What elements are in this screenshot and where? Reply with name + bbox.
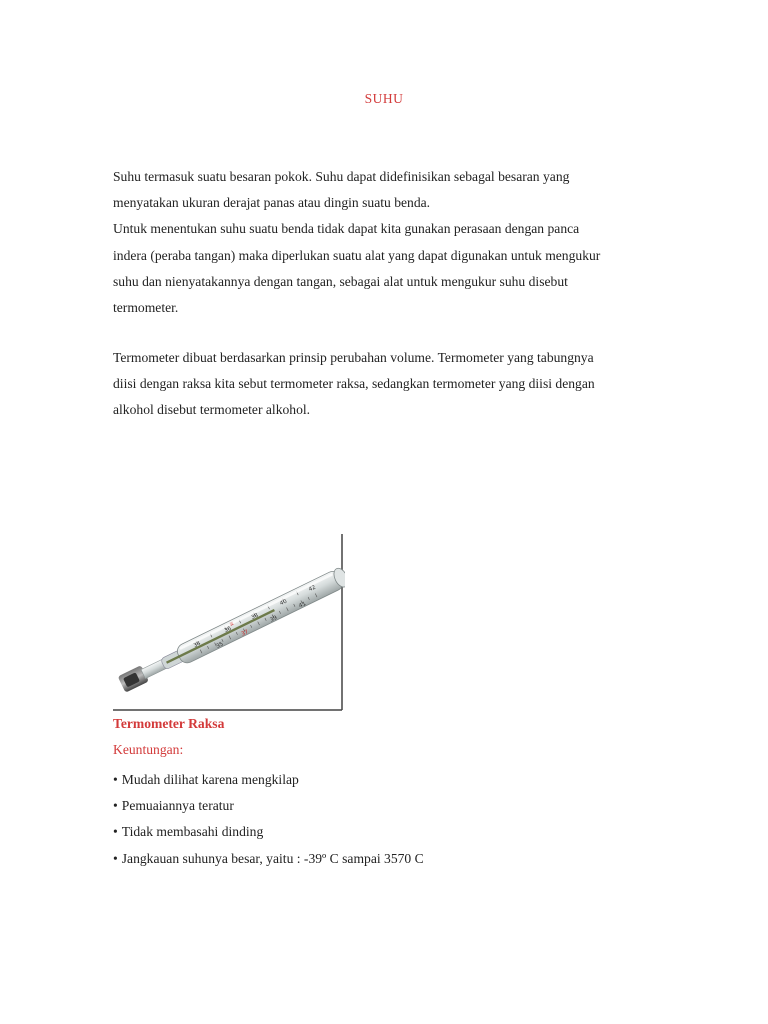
- scale-label: 37: [240, 629, 250, 638]
- bullet-icon: •: [113, 850, 118, 866]
- bullet-icon: •: [113, 824, 118, 840]
- scale-label: 39: [269, 615, 279, 624]
- scale-label: 41: [298, 601, 308, 610]
- list-item: [113, 846, 424, 872]
- text-line: diisi dengan raksa kita sebut termometer raksa, sedangkan termometer yang diisi dengan: [113, 376, 595, 392]
- text-line: Termometer dibuat berdasarkan prinsip perubahan volume. Termometer yang tabungnya: [113, 350, 594, 365]
- scale-label: 40: [279, 598, 289, 608]
- figure-caption: Termometer Raksa: [113, 716, 225, 731]
- text-line: termometer.: [113, 300, 179, 316]
- list-item-text: Tidak membasahi dinding: [121, 824, 264, 840]
- advantages-heading: Keuntungan:: [113, 742, 184, 757]
- thermometer-figure: [113, 532, 345, 712]
- text-line: Suhu termasuk suatu besaran pokok. Suhu dapat didefinisikan sebagal besaran yang: [113, 169, 570, 184]
- list-item: [113, 819, 424, 845]
- page-title: SUHU: [364, 91, 404, 106]
- advantages-list: [113, 767, 424, 872]
- paragraph-definition: [113, 164, 658, 321]
- list-item-text: Jangkauan suhunya besar, yaitu : -39º C sampai 3570 C: [121, 850, 424, 866]
- scale-label: 36: [223, 625, 233, 635]
- text-line: suhu dan nienyatakannya dengan tangan, sebagai alat untuk mengukur suhu disebut: [113, 273, 568, 289]
- scale-label: 35: [215, 641, 225, 650]
- bullet-icon: •: [113, 772, 118, 787]
- bullet-icon: •: [113, 798, 118, 814]
- list-item: [113, 793, 424, 819]
- scale-label: 42: [307, 584, 317, 594]
- text-line: menyatakan ukuran derajat panas atau dingin suatu benda.: [113, 195, 431, 211]
- list-item: [113, 767, 424, 793]
- text-line: indera (peraba tangan) maka diperlukan suatu alat yang dapat digunakan untuk mengukur: [113, 247, 601, 263]
- scale-label: 34: [192, 640, 202, 650]
- list-item-text: Mudah dilihat karena mengkilap: [121, 772, 299, 787]
- text-line: Untuk menentukan suhu suatu benda tidak dapat kita gunakan perasaan dengan panca: [113, 221, 580, 237]
- scale-label: 38: [250, 612, 260, 622]
- text-line: alkohol disebut termometer alkohol.: [113, 402, 311, 418]
- thermometer-icon: [113, 532, 345, 712]
- paragraph-thermometer: [113, 345, 658, 424]
- list-item-text: Pemuaiannya teratur: [121, 798, 234, 814]
